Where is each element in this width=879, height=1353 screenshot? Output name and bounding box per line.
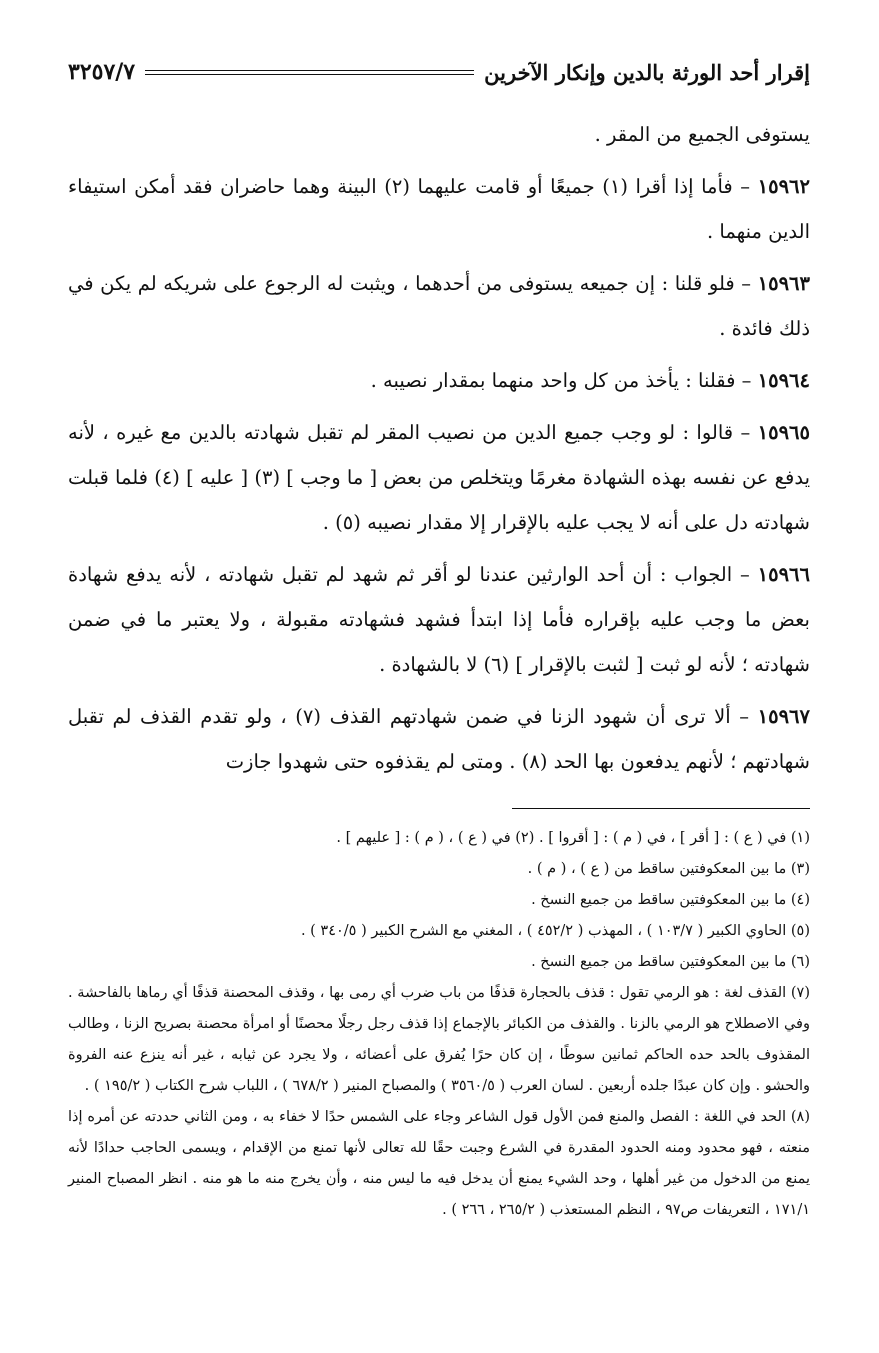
footnote: (٧) القذف لغة : هو الرمي تقول : قذف بالحجارة قذفًا من باب ضرب أي رمى بها ، وقذف المحصنة قذفًا أي رماها بالفاحشة . وفي الاصطلاح هو الرمي بالزنا . والقذف من الكبائر بالإجماع إذا قذف رجل رجلًا محصنًا أو امرأة محصنة بصريح الزنا ، وطالب المقذوف بالحد حده الحاكم ثمانين سوطًا ، إن كان حرًا يُفرق على أعضائه ، ولا يجرد عن ثيابه ، غير أنه ينزع عنه الفروة والحشو . وإن كان عبدًا جلده أربعين . لسان العرب ( ٣٥٦٠/٥ ) والمصباح المنير ( ٦٧٨/٢ ) ، اللباب شرح الكتاب ( ١٩٥/٢ ) . [68, 985, 810, 1094]
paragraph-text: – الجواب : أن أحد الوارثين عندنا لو أقر ثم شهد لم تقبل شهادته ، لأنه يدفع شهادة بعض ما وجب عليه بإقراره فأما إذا ابتدأ فشهد فشهادته مقبولة ، ولا يعتبر ما في ضمن شهادته ؛ لأنه لو ثبت [ لثبت بالإقرار ] (٦) لا بالشهادة . [68, 563, 810, 676]
footnote: (١) في ( ع ) : [ أقر ] ، في ( م ) : [ أقروا ] . (٢) في ( ع ) ، ( م ) : [ عليهم ] . [336, 830, 810, 846]
paragraph-number: ١٥٩٦٥ [757, 421, 810, 444]
paragraph [68, 552, 810, 687]
paragraph [68, 164, 810, 254]
paragraph [68, 261, 810, 351]
paragraph-text: – قالوا : لو وجب جميع الدين من نصيب المقر لم تقبل شهادته بالدين مع غيره ، لأنه يدفع عن نفسه بهذه الشهادة مغرمًا ويتخلص من بعض [ ما وجب ] (٣) [ عليه ] (٤) فلما قبلت شهادته دل على أنه لا يجب عليه بالإقرار إلا مقدار نصيبه (٥) . [68, 421, 810, 534]
paragraph-number: ١٥٩٦٤ [757, 369, 810, 392]
paragraph [68, 112, 810, 157]
footnote: (٤) ما بين المعكوفتين ساقط من جميع النسخ . [531, 892, 810, 908]
book-page [68, 52, 810, 1226]
paragraph-text: – فأما إذا أقرا (١) جميعًا أو قامت عليهما (٢) البينة وهما حاضران فقد أمكن استيفاء الدين منهما . [68, 175, 810, 243]
header-rule [145, 70, 474, 75]
footnote-separator [512, 808, 810, 809]
paragraph-number: ١٥٩٦٧ [757, 705, 810, 728]
paragraph-text: يستوفى الجميع من المقر . [594, 123, 810, 146]
paragraph-number: ١٥٩٦٢ [757, 175, 810, 198]
running-title: إقرار أحد الورثة بالدين وإنكار الآخرين [484, 59, 810, 85]
paragraph-number: ١٥٩٦٣ [757, 272, 810, 295]
paragraph [68, 694, 810, 784]
paragraph [68, 358, 810, 403]
paragraph [68, 410, 810, 545]
footnotes [68, 823, 810, 1226]
paragraph-text: – فقلنا : يأخذ من كل واحد منهما بمقدار نصيبه . [370, 369, 758, 392]
paragraph-text: – ألا ترى أن شهود الزنا في ضمن شهادتهم القذف (٧) ، ولو تقدم القذف لم تقبل شهادتهم ؛ لأنهم يدفعون بها الحد (٨) . ومتى لم يقذفوه حتى شهدوا جازت [68, 705, 810, 773]
running-header [68, 52, 810, 92]
footnote: (٥) الحاوي الكبير ( ١٠٣/٧ ) ، المهذب ( ٤٥٢/٢ ) ، المغني مع الشرح الكبير ( ٣٤٠/٥ ) . [300, 923, 810, 939]
footnote: (٨) الحد في اللغة : الفصل والمنع فمن الأول قول الشاعر وجاء على الشمس حدًا لا خفاء به ، ومن الثاني حددته عن أمره إذا منعته ، فهو محدود ومنه الحدود المقدرة في الشرع وجبت حقًا لله تعالى لأنها تمنع من الإقدام ، ويسمى الحاجب حدادًا لأنه يمنع من الدخول من غير أهلها ، وحد الشيء يمنع أن يدخل فيه ما ليس منه ، وأن يخرج منه ما هو منه . انظر المصباح المنير ١٧١/١ ، التعريفات ص٩٧ ، النظم المستعذب ( ٢٦٥/٢ ، ٢٦٦ ) . [68, 1109, 810, 1218]
paragraph-text: – فلو قلنا : إن جميعه يستوفى من أحدهما ، ويثبت له الرجوع على شريكه لم يكن في ذلك فائدة . [68, 272, 810, 340]
footnote: (٦) ما بين المعكوفتين ساقط من جميع النسخ . [531, 954, 810, 970]
footnote: (٣) ما بين المعكوفتين ساقط من ( ع ) ، ( م ) . [527, 861, 810, 877]
page-number: ٣٢٥٧/٧ [68, 59, 136, 85]
main-text [68, 112, 810, 784]
paragraph-number: ١٥٩٦٦ [757, 563, 810, 586]
